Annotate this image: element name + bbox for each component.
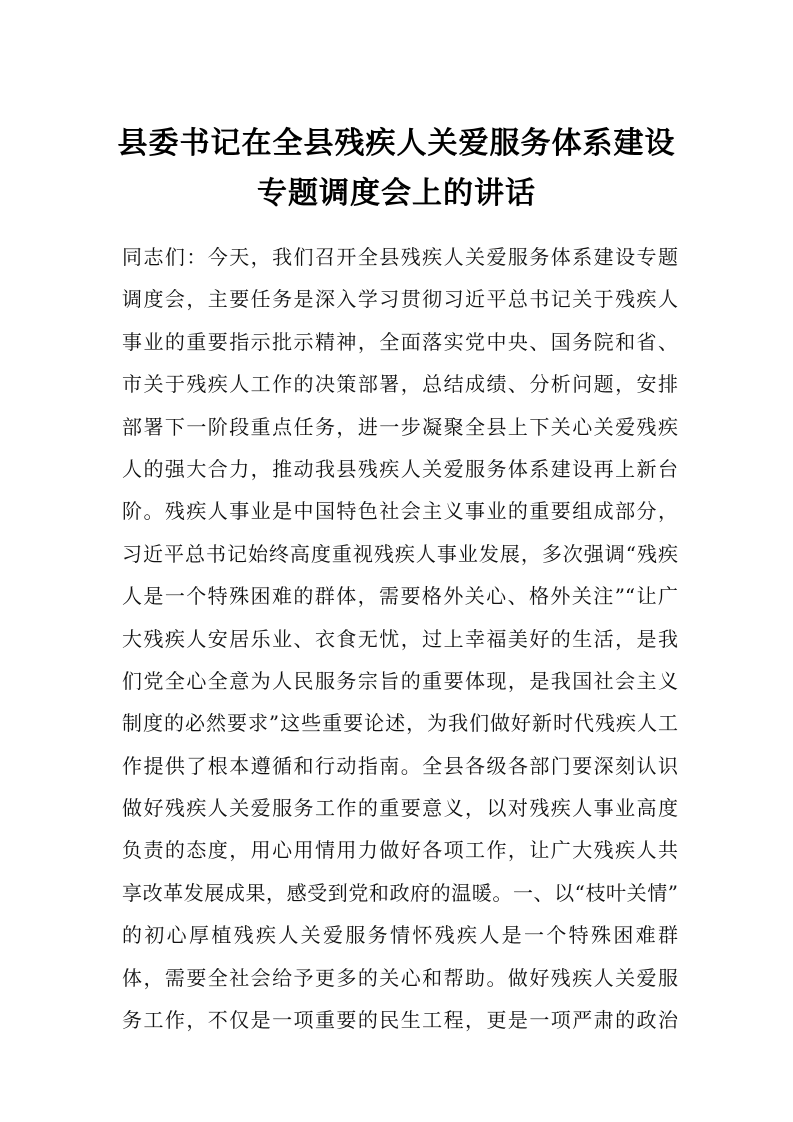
body-line: 人是一个特殊困难的群体，需要格外关心、格外关注”“让广	[122, 584, 678, 609]
body-line: 享改革发展成果，感受到党和政府的温暖。一、以“枝叶关情”	[122, 880, 678, 905]
document-body	[122, 236, 678, 1041]
body-line: 体，需要全社会给予更多的关心和帮助。做好残疾人关爱服	[122, 965, 678, 990]
body-line: 事业的重要指示批示精神，全面落实党中央、国务院和省、	[122, 329, 678, 354]
body-line: 大残疾人安居乐业、衣食无忧，过上幸福美好的生活，是我	[122, 626, 678, 651]
body-line: 负责的态度，用心用情用力做好各项工作，让广大残疾人共	[122, 838, 678, 863]
body-line: 的初心厚植残疾人关爱服务情怀残疾人是一个特殊困难群	[122, 923, 678, 948]
body-line: 部署下一阶段重点任务，进一步凝聚全县上下关心关爱残疾	[122, 414, 678, 439]
body-line: 做好残疾人关爱服务工作的重要意义，以对残疾人事业高度	[122, 796, 678, 821]
body-line: 作提供了根本遵循和行动指南。全县各级各部门要深刻认识	[122, 753, 678, 778]
body-line: 制度的必然要求”这些重要论述，为我们做好新时代残疾人工	[122, 711, 678, 736]
body-line: 市关于残疾人工作的决策部署，总结成绩、分析问题，安排	[122, 372, 678, 397]
body-line: 们党全心全意为人民服务宗旨的重要体现，是我国社会主义	[122, 668, 678, 693]
body-line: 务工作，不仅是一项重要的民生工程，更是一项严肃的政治	[122, 1008, 678, 1033]
document-title-line-2: 专题调度会上的讲话	[257, 176, 536, 211]
body-line: 习近平总书记始终高度重视残疾人事业发展，多次强调“残疾	[122, 541, 678, 566]
body-line: 人的强大合力，推动我县残疾人关爱服务体系建设再上新台	[122, 456, 678, 481]
body-line: 同志们：今天，我们召开全县残疾人关爱服务体系建设专题	[122, 245, 678, 269]
document-title-line-1: 县委书记在全县残疾人关爱服务体系建设	[117, 126, 676, 161]
body-line: 调度会，主要任务是深入学习贯彻习近平总书记关于残疾人	[122, 287, 678, 312]
body-line: 阶。残疾人事业是中国特色社会主义事业的重要组成部分，	[122, 499, 678, 524]
